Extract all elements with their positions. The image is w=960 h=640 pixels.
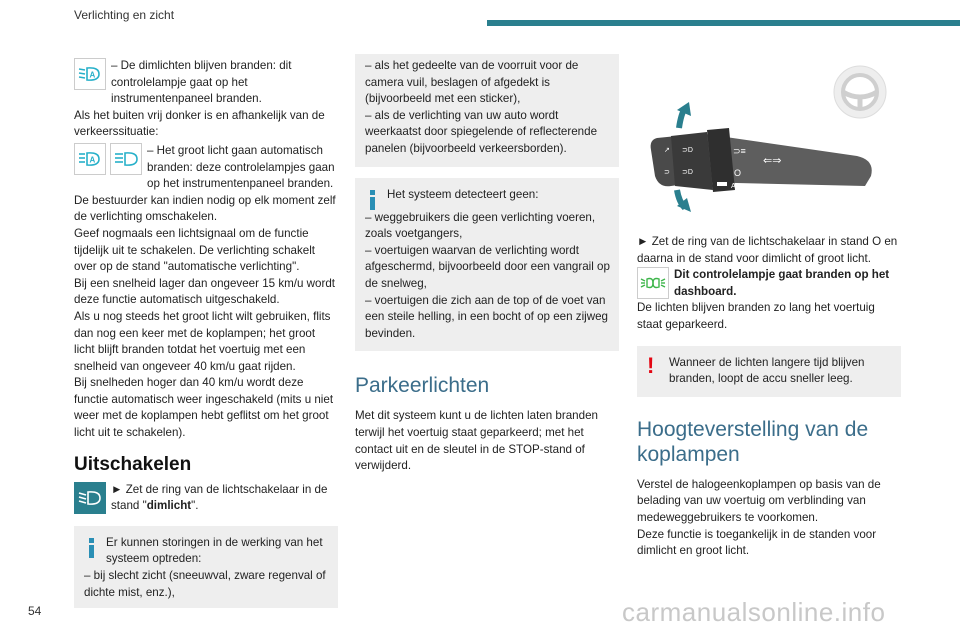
warning-icon: ! [647, 352, 655, 378]
disable-step-suffix: ". [191, 499, 199, 513]
svg-text:O: O [734, 168, 742, 178]
info-text: Er kunnen storingen in de werking van het systeem optreden: [106, 535, 323, 566]
info-icon [84, 538, 98, 558]
disable-step-bold: dimlicht [146, 499, 192, 513]
driver-switch-text: De bestuurder kan indien nodig op elk moment zelf de verlichting omschakelen. [74, 193, 336, 224]
lights-stay-on-text: De lichten blijven branden zo lang het voertuig staat geparkeerd. [637, 301, 875, 331]
not-detected-bullet: – weggebruikers die geen verlichting voeren, zoals voetgangers, [365, 210, 596, 241]
column-right [637, 58, 901, 560]
info-box-row [84, 535, 330, 568]
svg-text:↗: ↗ [664, 147, 670, 154]
steering-wheel-icon [834, 66, 886, 118]
svg-text:⊃D: ⊃D [682, 147, 693, 154]
auto-lowbeam-icon [74, 58, 106, 90]
parking-light-note [669, 267, 901, 300]
page-number: 54 [28, 604, 42, 618]
info-box-not-detected [355, 178, 619, 352]
parking-light-row [637, 267, 901, 300]
light-stalk-image [637, 58, 901, 228]
column-left [74, 58, 338, 608]
disable-step-text [106, 482, 338, 515]
warning-box [637, 346, 901, 397]
lowbeam-on-text: – De dimlichten blijven branden: dit controlelampje gaat op het instrumentenpaneel branden. [111, 59, 292, 106]
headlamp-adjust-text: Verstel de halogeenkoplampen op basis van de belading van uw voertuig om verblinding van medeweggebruikers te voorkomen. [637, 477, 881, 524]
highbeam-auto-text: – Het groot licht gaan automatisch branden: deze controlelampjes gaan op het instrumentenpaneel branden. [147, 143, 335, 191]
high-speed-text: Bij snelheden hoger dan 40 km/u wordt deze functie automatisch weer ingeschakeld (mits u niet weer met de koplampen hebt geflitst om het groot licht uit te schakelen). [74, 376, 334, 440]
keep-highbeam-text: Als u nog steeds het groot licht wilt gebruiken, flits dan nog een keer met de koplampen; het groot licht blijft branden totdat het voertuig met een snelheid van ongeveer 40 km/u gaat rijden. [74, 309, 331, 373]
not-detected-intro: Het systeem detecteert geen: [387, 187, 539, 201]
info-bullet: – bij slecht zicht (sneeuwval, zware regenval of dichte mist, enz.), [84, 569, 326, 599]
light-stalk-illustration [637, 58, 901, 228]
warning-row [647, 352, 893, 388]
not-detected-bullet: – voertuigen waarvan de verlichting wordt afgeschermd, bijvoorbeeld door een vangrail op de snelweg, [365, 243, 610, 290]
running-header: Verlichting en zicht [74, 8, 175, 22]
auto-highbeam-icon [74, 143, 106, 175]
heading-hoogteverstelling: Hoogteverstelling van de koplampen [637, 417, 869, 466]
column-middle [355, 58, 619, 475]
svg-text:⊃D: ⊃D [682, 169, 693, 176]
info-icon [365, 190, 379, 210]
heading-parkeerlichten: Parkeerlichten [355, 374, 490, 398]
auto-lowbeam-row [74, 58, 338, 108]
malfunction-continued-box: – als het gedeelte van de voorruit voor de camera vuil, beslagen of afgedekt is (bijvoorbeeld met een sticker), – als de verlichting van uw auto wordt weerkaatst door spiegelende of reflecterende panelen (bijvoorbeeld verkeersborden). [355, 54, 619, 167]
dark-condition-text: Als het buiten vrij donker is en afhankelijk van de verkeerssituatie: [74, 108, 325, 139]
parking-light-bold: Dit controlelampje gaat branden op het dashboard. [674, 268, 890, 298]
info-box2-row [365, 187, 611, 210]
svg-text:A: A [89, 70, 96, 80]
info-box-malfunction [74, 526, 338, 608]
parking-step-text: ► Zet de ring van de lichtschakelaar in stand O en daarna in de stand voor dimlicht of groot licht. [637, 235, 898, 265]
lowbeam-icon [74, 482, 106, 514]
auto-highbeam-row [74, 143, 338, 193]
disable-step-row [74, 482, 338, 515]
svg-text:⇐⇒: ⇐⇒ [763, 155, 782, 167]
warning-text: Wanneer de lichten langere tijd blijven branden, loopt de accu sneller leeg. [669, 355, 865, 386]
svg-text:⊃≡: ⊃≡ [733, 146, 746, 156]
header-accent-bar [487, 20, 960, 26]
parking-light-icon [637, 267, 669, 299]
svg-text:⊃: ⊃ [664, 169, 670, 176]
section-title-uitschakelen: Uitschakelen [74, 453, 192, 475]
disable-step-prefix: ► Zet de ring van de lichtschakelaar in de stand " [111, 482, 328, 513]
low-speed-text: Bij een snelheid lager dan ongeveer 15 km/u wordt deze functie automatisch uitgeschakeld. [74, 276, 336, 307]
headlamp-access-text: Deze functie is toegankelijk in de standen voor dimlicht en groot licht. [637, 527, 877, 558]
not-detected-bullet: – voertuigen die zich aan de top of de voet van een steile helling, in een bocht of op een zijweg bevinden. [365, 293, 608, 340]
flash-text: Geef nogmaals een lichtsignaal om de functie tijdelijk uit te schakelen. De verlichting schakelt over op de stand "automatische verlichting". [74, 226, 316, 274]
svg-text:A: A [89, 155, 96, 165]
watermark: carmanualsonline.info [622, 597, 886, 627]
highbeam-icon [110, 143, 142, 175]
parking-lights-text: Met dit systeem kunt u de lichten laten branden terwijl het voertuig staat geparkeerd; met het contact uit en de sleutel in de STOP-stand of verwijderd. [355, 409, 598, 473]
svg-text:A: A [731, 183, 736, 190]
